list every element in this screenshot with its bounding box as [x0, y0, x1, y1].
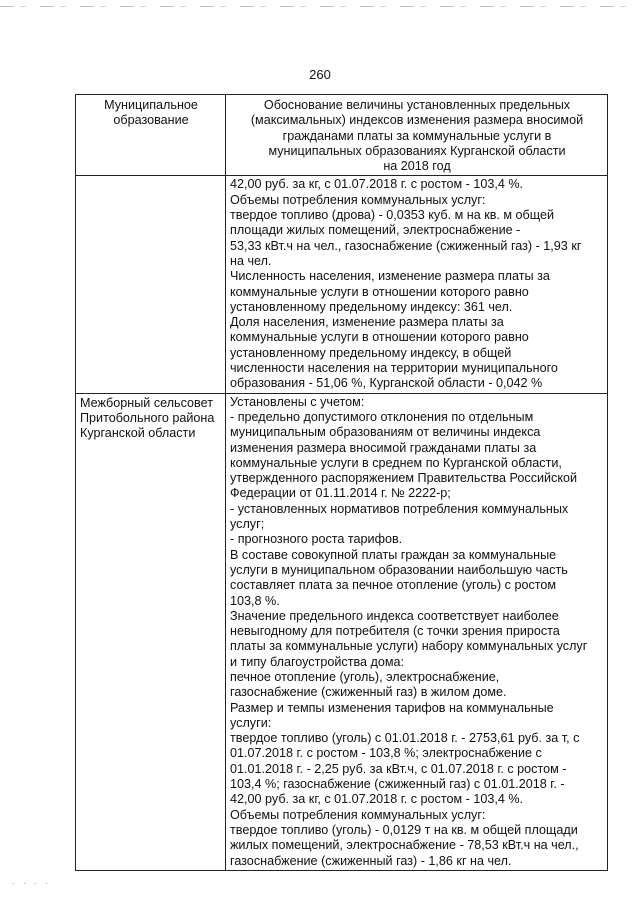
text-line: жилых помещений, электроснабжение - 78,53 кВт.ч на чел., [230, 838, 579, 853]
text-line: - установленных нормативов потребления коммунальных [230, 501, 569, 516]
text-line: установленному предельному индексу, в общей [230, 345, 512, 360]
text-line: Установлены с учетом: [230, 394, 365, 409]
text-line: услуги в муниципальном образовании наибольшую часть [230, 562, 568, 577]
text-line: численности населения на территории муниципального [230, 361, 558, 376]
text-line: Объемы потребления коммунальных услуг: [230, 807, 486, 822]
tariff-index-table [75, 94, 608, 871]
text-line: твердое топливо (уголь) с 01.01.2018 г. - 2753,61 руб. за т, с [230, 731, 580, 746]
text-line: платы за коммунальные услуги) набору коммунальных услуг [230, 639, 588, 654]
text-line: Значение предельного индекса соответствует наиболее [230, 608, 559, 623]
text-line: Межборный сельсовет [80, 395, 213, 410]
header-justification-line: муниципальных образованиях Курганской области [268, 143, 566, 158]
text-line: коммунальные услуги в отношении которого равно [230, 330, 529, 345]
municipality-cell-continued [76, 176, 226, 393]
text-line: услуг; [230, 517, 265, 532]
table-header-row [76, 95, 608, 176]
text-line: твердое топливо (дрова) - 0,0353 куб. м на кв. м общей [230, 208, 555, 223]
text-line: составляет плата за печное отопление (уголь) с ростом [230, 578, 557, 593]
justification-cell [226, 393, 608, 870]
text-line: утвержденного распоряжением Правительства Российской [230, 471, 578, 486]
text-line: площади жилых помещений, электроснабжение - [230, 223, 521, 238]
text-line: 01.01.2018 г. - 2,25 руб. за кВт.ч, с 01.07.2018 г. с ростом - [230, 761, 567, 776]
text-line: 01.07.2018 г. с ростом - 103,8 %; электроснабжение с [230, 746, 542, 761]
text-line: Численность населения, изменение размера платы за [230, 269, 550, 284]
header-municipality-line: образование [113, 113, 189, 128]
text-line: услуги: [230, 715, 272, 730]
text-line: Федерации от 01.11.2014 г. № 2222-р; [230, 486, 451, 501]
text-line: 103,4 %; газоснабжение (сжиженный газ) с 01.01.2018 г. - [230, 777, 565, 792]
text-line: изменения размера вносимой гражданами платы за [230, 440, 537, 455]
scan-edge-noise [0, 6, 640, 7]
footer-scan-marks: . . . . [12, 876, 51, 886]
text-line: Размер и темпы изменения тарифов на коммунальные [230, 700, 554, 715]
text-line: муниципальным образованиям от величины индекса [230, 425, 541, 440]
text-line: коммунальные услуги в среднем по Курганской области, [230, 455, 562, 470]
text-line: 53,33 кВт.ч на чел., газоснабжение (сжиженный газ) - 1,93 кг [230, 238, 582, 253]
table-row [76, 393, 608, 870]
text-line: невыгодному для потребителя (с точки зрения прироста [230, 624, 560, 639]
page-number: 260 [309, 67, 331, 82]
header-justification-line: Обоснование величины установленных предельных [263, 98, 571, 112]
text-line: твердое топливо (уголь) - 0,0129 т на кв. м общей площади [230, 822, 578, 837]
text-line: на чел. [230, 253, 272, 268]
text-line: газоснабжение (сжиженный газ) - 1,86 кг на чел. [230, 853, 512, 868]
table-row [76, 176, 608, 393]
header-municipality-line: Муниципальное [104, 98, 198, 112]
text-line: газоснабжение (сжиженный газ) в жилом доме. [230, 685, 507, 700]
text-line: Доля населения, изменение размера платы за [230, 315, 504, 330]
header-municipality-cell [76, 95, 226, 176]
text-line: Объемы потребления коммунальных услуг: [230, 192, 486, 207]
text-line: Притобольного района [80, 410, 215, 425]
text-line: образования - 51,06 %, Курганской области - 0,042 % [230, 376, 543, 391]
text-line: коммунальные услуги в отношении которого равно [230, 284, 529, 299]
text-line: 103,8 %. [230, 593, 280, 608]
text-line: - прогнозного роста тарифов. [230, 532, 403, 547]
text-line: 42,00 руб. за кг, с 01.07.2018 г. с ростом - 103,4 %. [230, 177, 524, 192]
municipality-cell [76, 393, 226, 870]
text-line: В составе совокупной платы граждан за коммунальные [230, 547, 557, 562]
header-justification-line: на 2018 год [383, 159, 451, 174]
text-line: установленному предельному индексу: 361 чел. [230, 299, 513, 314]
text-line: 42,00 руб. за кг, с 01.07.2018 г. с ростом - 103,4 %. [230, 792, 524, 807]
header-justification-cell [226, 95, 608, 176]
header-justification-line: (максимальных) индексов изменения размера вносимой [250, 113, 584, 128]
header-justification-line: гражданами платы за коммунальные услуги в [282, 128, 552, 143]
text-line: Курганской области [80, 426, 196, 441]
text-line: и типу благоустройства дома: [230, 654, 405, 669]
justification-cell [226, 176, 608, 393]
text-line: - предельно допустимого отклонения по отдельным [230, 409, 534, 424]
text-line: печное отопление (уголь), электроснабжение, [230, 669, 500, 684]
